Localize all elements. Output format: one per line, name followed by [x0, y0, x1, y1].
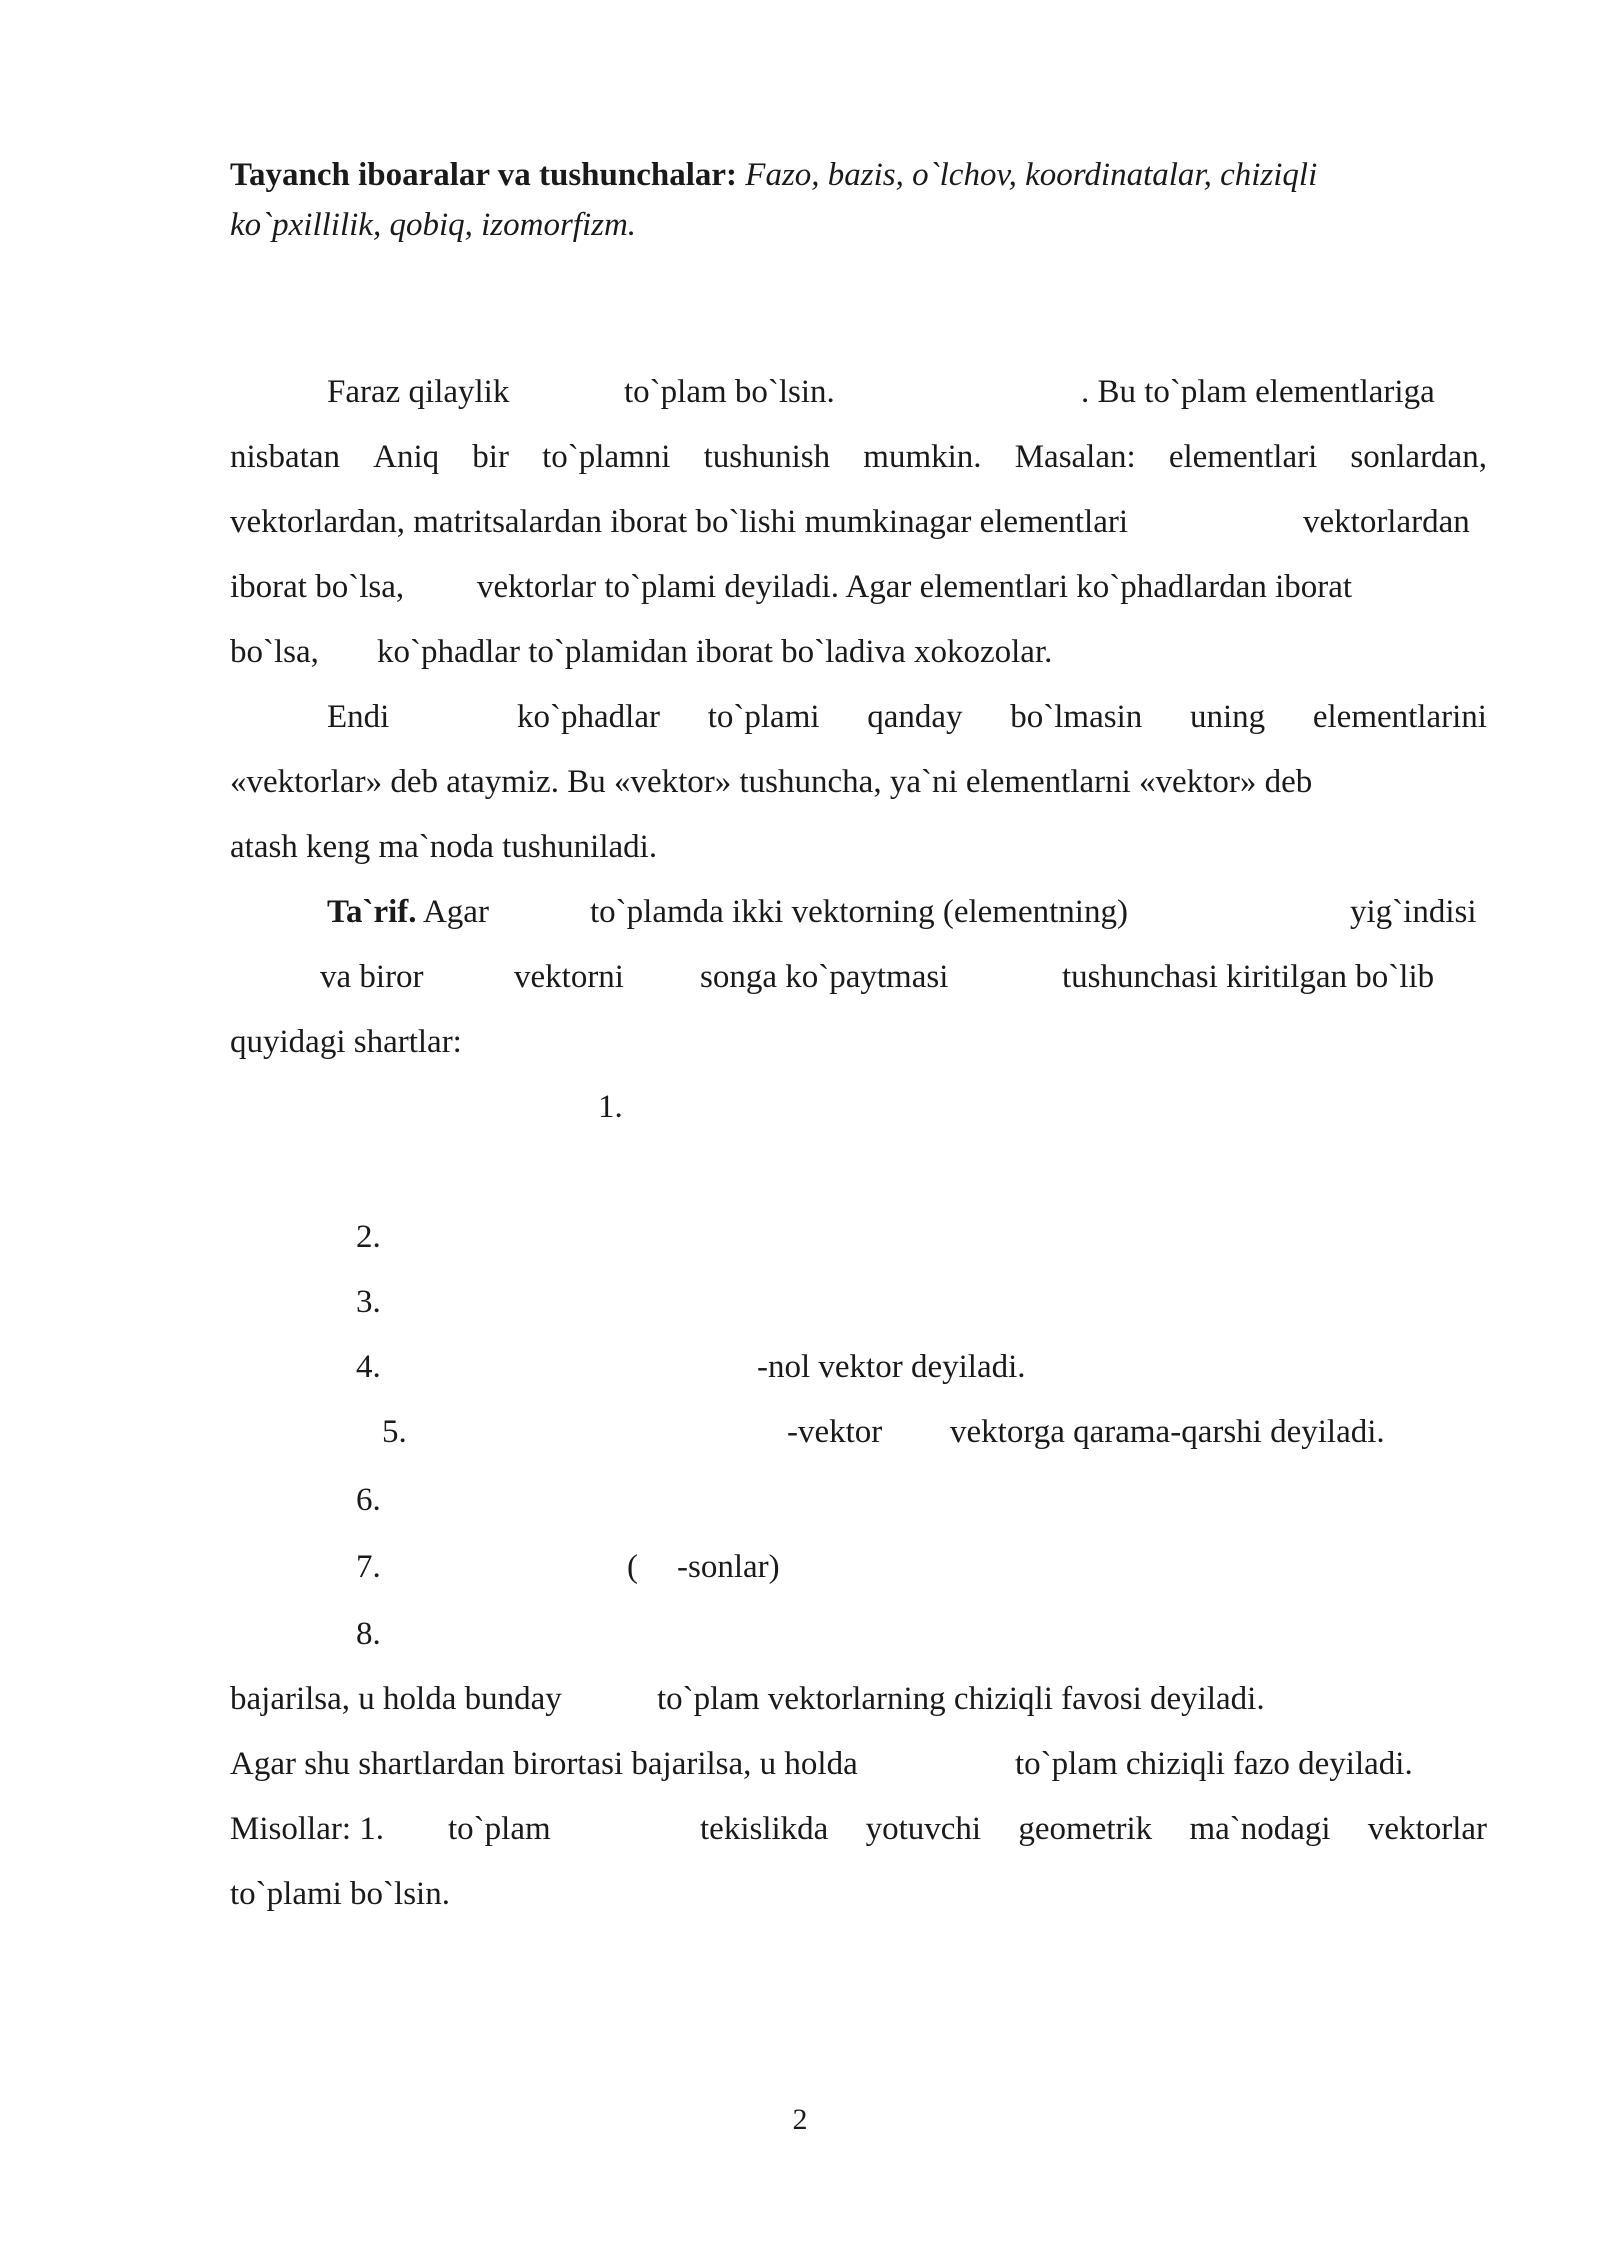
- word: sonlardan,: [1350, 439, 1487, 475]
- p2-line-2: «vektorlar» deb ataymiz. Bu «vektor» tushuncha, ya`ni elementlarni «vektor» deb: [230, 764, 1313, 800]
- word: to`plamni: [542, 439, 671, 475]
- p1-text-c: . Bu to`plam elementlariga: [1081, 374, 1435, 410]
- conclusion-line-3b: to`plam: [448, 1811, 551, 1847]
- word: bo`lmasin: [1010, 699, 1143, 735]
- condition-3-number: 3.: [356, 1284, 381, 1320]
- condition-5-number: 5.: [382, 1414, 407, 1450]
- word: mumkin.: [863, 439, 982, 475]
- p1-line-4a: iborat bo`lsa,: [230, 569, 405, 605]
- condition-4-number: 4.: [356, 1349, 381, 1385]
- word: tushunish: [703, 439, 831, 475]
- definition-label: Ta`rif.: [327, 894, 417, 930]
- keywords-line-2: ko`pxillilik, qobiq, izomorfizm.: [230, 207, 637, 243]
- page-number: 2: [792, 2103, 808, 2136]
- word: Masalan:: [1014, 439, 1136, 475]
- word: qanday: [867, 699, 963, 735]
- word: Aniq: [373, 439, 440, 475]
- word: elementlarini: [1312, 699, 1487, 735]
- condition-8-number: 8.: [356, 1616, 381, 1652]
- p2-line-1: [327, 697, 1487, 737]
- p1-line-3b: vektorlardan: [1303, 504, 1470, 540]
- conclusion-line-2a: Agar shu shartlardan birortasi bajarilsa, u holda: [230, 1746, 858, 1782]
- word: bir: [472, 439, 509, 475]
- p1-line-5a: bo`lsa,: [230, 634, 319, 670]
- keywords-text: Fazo, bazis, o`lchov, koordinatalar, chiziqli: [745, 157, 1318, 193]
- conclusion-line-1a: bajarilsa, u holda bunday: [230, 1681, 562, 1717]
- def-line-2b: vektorni: [514, 959, 624, 995]
- condition-6-number: 6.: [356, 1482, 381, 1518]
- condition-5-text-b: vektorga qarama-qarshi deyiladi.: [950, 1414, 1385, 1450]
- def-line-2a: va biror: [320, 959, 424, 995]
- condition-7-text-b: -sonlar): [677, 1549, 780, 1585]
- condition-1-number: 1.: [598, 1089, 623, 1125]
- def-line-1b: to`plamda ikki vektorning (elementning): [590, 894, 1128, 930]
- condition-7-text-a: (: [627, 1549, 638, 1585]
- def-line-2d: tushunchasi kiritilgan bo`lib: [1062, 959, 1435, 995]
- word: ko`phadlar: [517, 699, 660, 735]
- keywords-line-1: [230, 155, 1317, 195]
- p1-line-2: [230, 437, 1487, 477]
- conclusion-line-4: to`plami bo`lsin.: [230, 1876, 450, 1912]
- p1-text-a: Faraz qilaylik: [327, 374, 510, 410]
- conclusion-line-1b: to`plam vektorlarning chiziqli favosi deyiladi.: [657, 1681, 1265, 1717]
- def-line-1c: yig`indisi: [1350, 894, 1477, 930]
- def-line-1a: [327, 892, 489, 932]
- word: to`plami: [707, 699, 820, 735]
- def-line-3: quyidagi shartlar:: [230, 1024, 462, 1060]
- conclusion-line-2b: to`plam chiziqli fazo deyiladi.: [1015, 1746, 1413, 1782]
- word: nisbatan: [230, 439, 340, 475]
- conclusion-line-3a: Misollar: 1.: [230, 1811, 384, 1847]
- p1-text-b: to`plam bo`lsin.: [624, 374, 835, 410]
- word: elementlari: [1168, 439, 1318, 475]
- condition-4-text: -nol vektor deyiladi.: [757, 1349, 1026, 1385]
- def-line-2c: songa ko`paytmasi: [700, 959, 949, 995]
- p2-line-3: atash keng ma`noda tushuniladi.: [230, 829, 658, 865]
- p1-line-4b: vektorlar to`plami deyiladi. Agar elementlari ko`phadlardan iborat: [477, 569, 1353, 605]
- def-agar: Agar: [422, 894, 489, 930]
- word: Endi: [327, 699, 390, 735]
- condition-7-number: 7.: [356, 1549, 381, 1585]
- p1-line-3a: vektorlardan, matritsalardan iborat bo`lishi mumkinagar elementlari: [230, 504, 1129, 540]
- keywords-label: Tayanch iboaralar va tushunchalar:: [230, 157, 738, 193]
- condition-2-number: 2.: [356, 1219, 381, 1255]
- p1-line-5b: ko`phadlar to`plamidan iborat bo`ladiva xokozolar.: [377, 634, 1053, 670]
- word: uning: [1189, 699, 1266, 735]
- condition-5-text-a: -vektor: [787, 1414, 883, 1450]
- conclusion-line-3c: tekislikda yotuvchi geometrik ma`nodagi vektorlar: [700, 1811, 1487, 1847]
